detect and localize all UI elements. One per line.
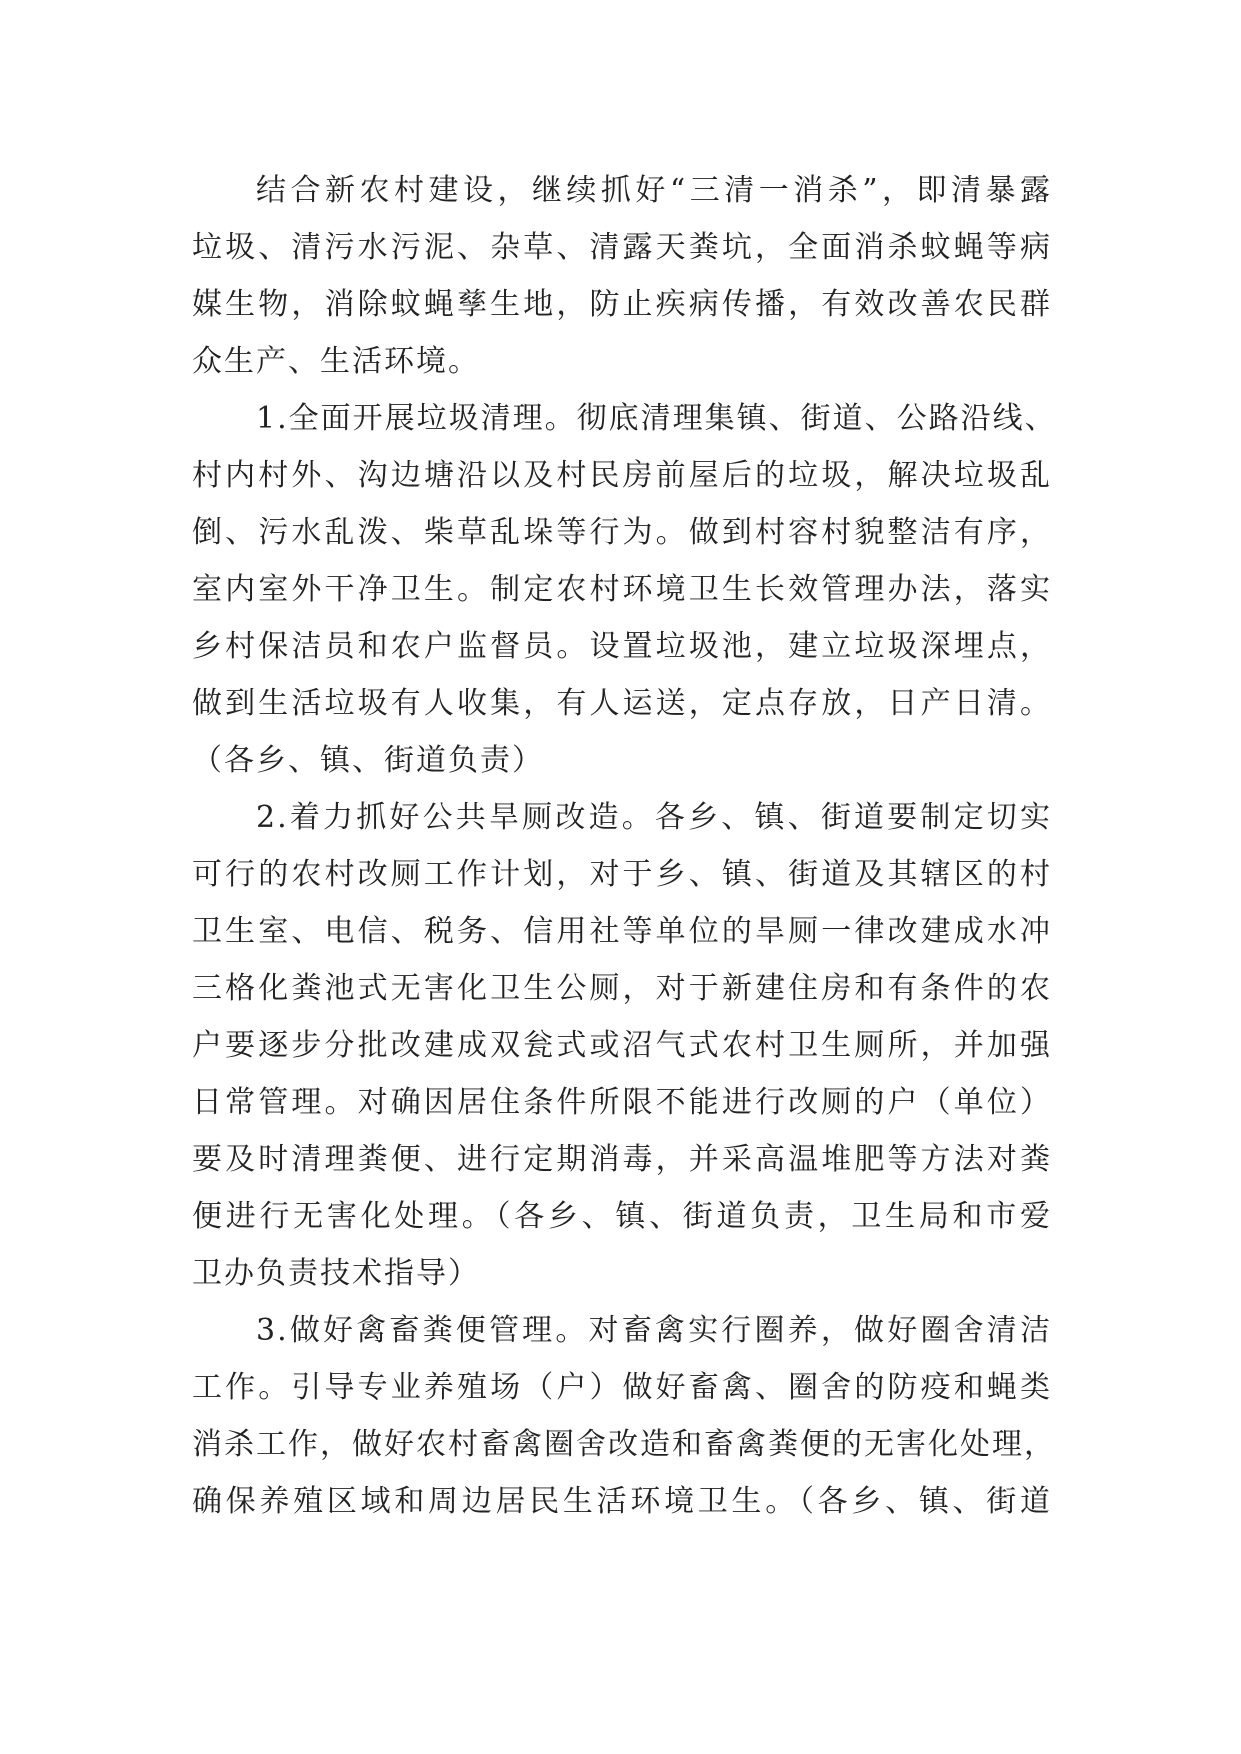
text-line: 卫办负责技术指导） [192, 1256, 480, 1291]
text-line: 垃圾、清污水污泥、杂草、清露天粪坑，全面消杀蚊蝇等病 [192, 230, 1052, 265]
text-line: 工作。引导专业养殖场（户）做好畜禽、圈舍的防疫和蝇类 [192, 1370, 1052, 1405]
text-line: （各乡、镇、街道负责） [192, 743, 544, 778]
text-line: 日常管理。对确因居住条件所限不能进行改厕的户（单位） [192, 1085, 1052, 1120]
text-line: 便进行无害化处理。（各乡、镇、街道负责，卫生局和市爱 [192, 1199, 1052, 1234]
text-line: 1.全面开展垃圾清理。彻底清理集镇、街道、公路沿线、 [256, 401, 1057, 436]
text-line: 确保养殖区域和周边居民生活环境卫生。（各乡、镇、街道 [192, 1484, 1052, 1519]
text-line: 3.做好禽畜粪便管理。对畜禽实行圈养，做好圈舍清洁 [256, 1313, 1052, 1348]
text-line: 户要逐步分批改建成双瓮式或沼气式农村卫生厕所，并加强 [192, 1028, 1052, 1063]
text-line: 2.着力抓好公共旱厕改造。各乡、镇、街道要制定切实 [256, 800, 1052, 835]
text-line: 三格化粪池式无害化卫生公厕，对于新建住房和有条件的农 [192, 971, 1052, 1006]
text-line: 众生产、生活环境。 [192, 344, 480, 379]
text-line: 要及时清理粪便、进行定期消毒，并采高温堆肥等方法对粪 [192, 1142, 1052, 1177]
text-line: 乡村保洁员和农户监督员。设置垃圾池，建立垃圾深埋点， [192, 629, 1052, 664]
text-line: 室内室外干净卫生。制定农村环境卫生长效管理办法，落实 [192, 572, 1052, 607]
text-line: 可行的农村改厕工作计划，对于乡、镇、街道及其辖区的村 [192, 857, 1052, 892]
text-line: 做到生活垃圾有人收集，有人运送，定点存放，日产日清。 [192, 686, 1052, 721]
text-line: 倒、污水乱泼、柴草乱垛等行为。做到村容村貌整洁有序， [192, 515, 1052, 550]
body-text [192, 162, 1057, 1530]
text-line: 结合新农村建设，继续抓好“三清一消杀”，即清暴露 [256, 173, 1052, 208]
text-line: 消杀工作，做好农村畜禽圈舍改造和畜禽粪便的无害化处理， [192, 1427, 1056, 1462]
text-line: 卫生室、电信、税务、信用社等单位的旱厕一律改建成水冲 [192, 914, 1052, 949]
text-line: 村内村外、沟边塘沿以及村民房前屋后的垃圾，解决垃圾乱 [192, 458, 1052, 493]
text-line: 媒生物，消除蚊蝇孳生地，防止疾病传播，有效改善农民群 [192, 287, 1052, 322]
